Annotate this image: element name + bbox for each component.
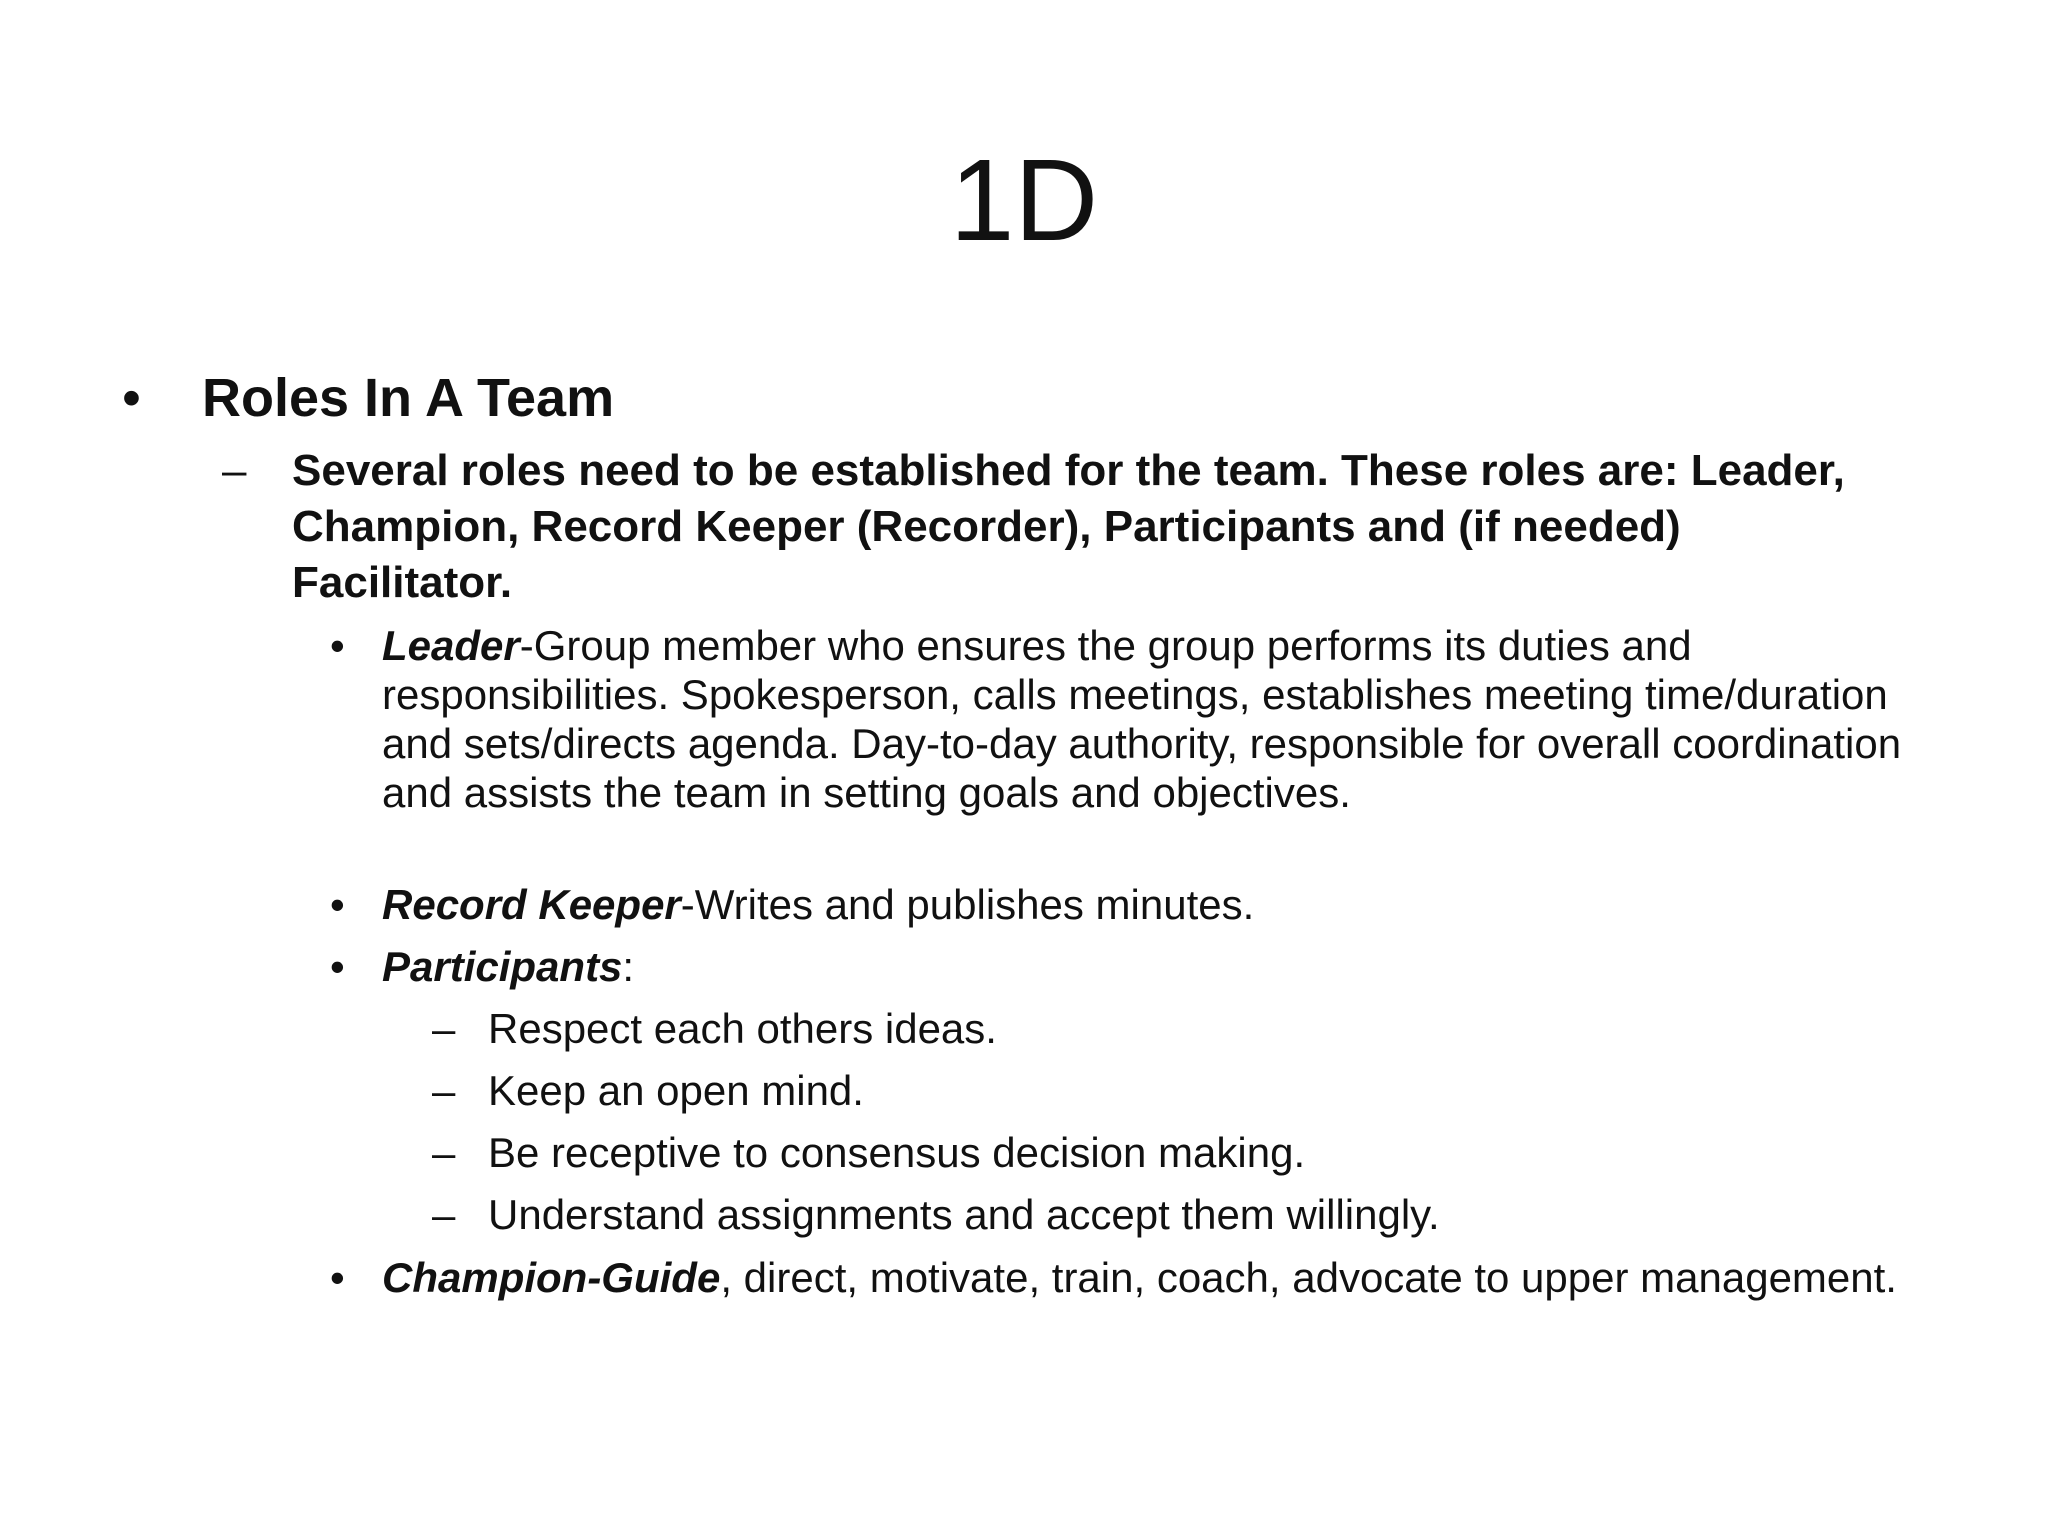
slide-title: 1D <box>949 135 1099 265</box>
role-term: Champion-Guide <box>382 1254 721 1301</box>
role-description <box>382 621 1950 817</box>
role-item-participants <box>330 942 1950 991</box>
duty-text: Keep an open mind. <box>488 1067 864 1114</box>
role-detail: : <box>622 943 635 990</box>
role-description <box>382 1253 1950 1302</box>
participant-duty-item <box>432 1190 1932 1239</box>
intro-item <box>222 443 1902 611</box>
role-term: Record Keeper <box>382 881 681 928</box>
role-term: Leader <box>382 622 520 669</box>
participant-duty-item <box>432 1066 1932 1115</box>
heading-text: Roles In A Team <box>202 368 615 428</box>
role-description <box>382 942 1950 991</box>
duty-text: Be receptive to consensus decision making. <box>488 1129 1306 1176</box>
dash-marker: – <box>432 1129 456 1176</box>
dash-marker: – <box>432 1067 456 1114</box>
dash-marker: – <box>432 1191 456 1238</box>
role-detail: -Group member who ensures the group performs its duties and responsibilities. Spokesperson, calls meetings, establishes meeting time/duration and sets/directs agenda. Day-to-day authority, responsible for overall coordination and assists the team in setting goals and objectives. <box>382 622 1902 816</box>
role-term: Participants <box>382 943 623 990</box>
dash-marker: – <box>222 446 247 495</box>
role-detail: , direct, motivate, train, coach, advocate to upper management. <box>720 1254 1897 1301</box>
bullet-marker: • <box>122 368 141 428</box>
bullet-marker: • <box>330 881 345 928</box>
role-item-leader <box>330 621 1950 817</box>
intro-text: Several roles need to be established for the team. These roles are: Leader, Champion, Record Keeper (Recorder), Participants and (if needed) Facilitator. <box>292 446 1845 607</box>
participant-duty-item <box>432 1004 1932 1053</box>
bullet-marker: • <box>330 622 345 669</box>
heading-bullet-item <box>122 368 1922 428</box>
bullet-marker: • <box>330 943 345 990</box>
role-description <box>382 880 1950 929</box>
bullet-marker: • <box>330 1254 345 1301</box>
role-item-record-keeper <box>330 880 1950 929</box>
participant-duty-item <box>432 1128 1932 1177</box>
role-detail: -Writes and publishes minutes. <box>680 881 1255 928</box>
dash-marker: – <box>432 1005 456 1052</box>
role-item-champion <box>330 1253 1950 1302</box>
duty-text: Respect each others ideas. <box>488 1005 997 1052</box>
duty-text: Understand assignments and accept them willingly. <box>488 1191 1440 1238</box>
